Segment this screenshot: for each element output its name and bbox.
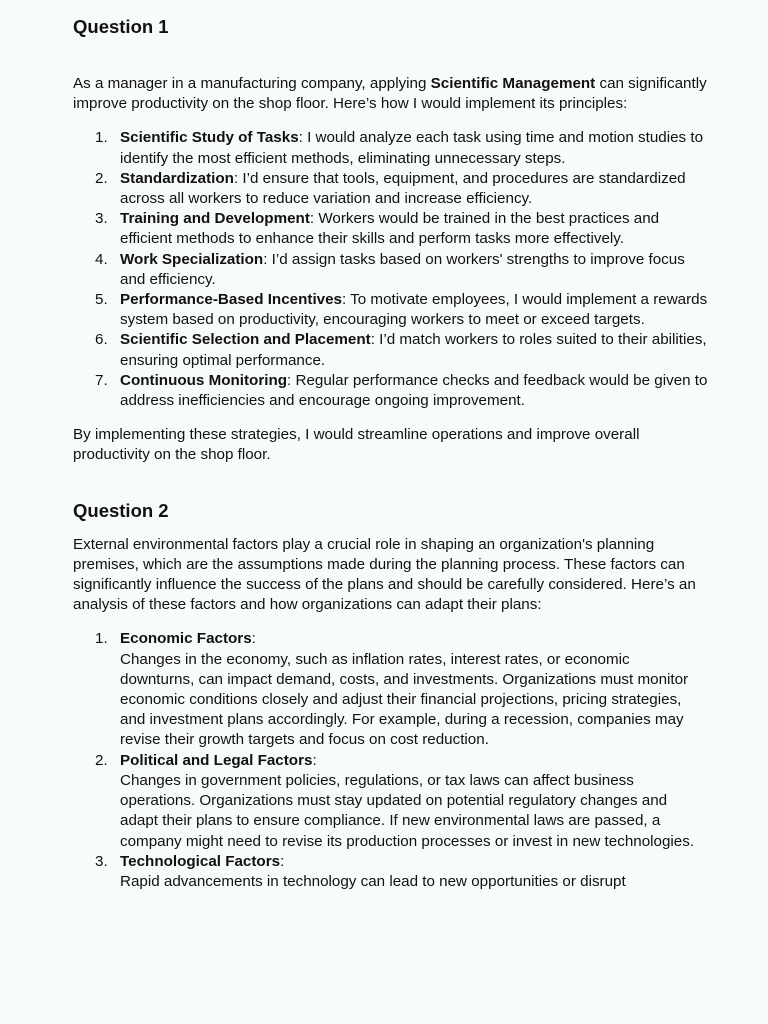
list-item-colon: : bbox=[251, 630, 256, 648]
list-number: 1. bbox=[95, 630, 108, 648]
list-number: 5. bbox=[95, 291, 108, 309]
list-item bbox=[73, 169, 708, 209]
list-item-title: Work Specialization bbox=[120, 250, 264, 268]
list-item-text: : I would analyze each task using time and motion studies to identify the most efficient methods, eliminating unnecessary steps. bbox=[120, 129, 704, 167]
question-1-conclusion: By implementing these strategies, I would streamline operations and improve overall productivity on the shop floor. bbox=[73, 426, 640, 464]
list-item-colon: : bbox=[312, 751, 317, 769]
list-item bbox=[73, 852, 708, 892]
question-1-intro bbox=[73, 74, 708, 114]
question-2-list bbox=[73, 629, 708, 892]
list-item bbox=[73, 290, 708, 330]
list-item-text: : Workers would be trained in the best practices and efficient methods to enhance their skills and perform tasks more effectively. bbox=[120, 210, 660, 248]
list-item-title: Performance-Based Incentives bbox=[120, 291, 342, 309]
list-item bbox=[73, 250, 708, 290]
list-item-text: : To motivate employees, I would implement a rewards system based on productivity, encouraging workers to meet or exceed targets. bbox=[120, 291, 708, 329]
list-item-title: Continuous Monitoring bbox=[120, 371, 288, 389]
list-item bbox=[73, 330, 708, 370]
list-item-title: Economic Factors bbox=[120, 630, 252, 648]
question-1-heading: Question 1 bbox=[73, 16, 169, 37]
list-item bbox=[73, 128, 708, 168]
intro-text-start: As a manager in a manufacturing company, applying bbox=[73, 75, 431, 92]
list-number: 6. bbox=[95, 331, 108, 349]
list-number: 3. bbox=[95, 210, 108, 228]
list-item bbox=[73, 371, 708, 411]
list-item-text: Changes in the economy, such as inflation rates, interest rates, or economic downturns, can impact demand, costs, and investments. Organizations must monitor economic conditions closely and adjust their financial projections, pricing strategies, and investment plans accordingly. For example, during a recession, companies may revise their growth targets and focus on cost reduction. bbox=[120, 650, 689, 749]
list-item-title: Scientific Selection and Placement bbox=[120, 331, 371, 349]
list-item-title: Scientific Study of Tasks bbox=[120, 129, 299, 147]
list-item-title: Standardization bbox=[120, 169, 234, 187]
list-item-title: Political and Legal Factors bbox=[120, 751, 313, 769]
list-number: 7. bbox=[95, 371, 108, 389]
list-item bbox=[73, 751, 708, 852]
list-number: 4. bbox=[95, 250, 108, 268]
list-item-title: Training and Development bbox=[120, 210, 310, 228]
list-item-colon: : bbox=[280, 852, 285, 870]
question-1-list bbox=[73, 128, 708, 411]
list-item bbox=[73, 209, 708, 249]
list-item bbox=[73, 629, 708, 750]
intro-bold-term: Scientific Management bbox=[430, 75, 596, 92]
intro-text-end: can significantly improve productivity on the shop floor. Here’s how I would implement its principles: bbox=[73, 75, 707, 113]
list-item-text: : Regular performance checks and feedback would be given to address inefficiencies and encourage ongoing improvement. bbox=[120, 371, 708, 410]
list-item-text: Rapid advancements in technology can lead to new opportunities or disrupt bbox=[120, 872, 626, 890]
list-item-text: : I’d ensure that tools, equipment, and procedures are standardized across all workers to reduce variation and increase efficiency. bbox=[120, 169, 686, 208]
list-number: 2. bbox=[95, 169, 108, 187]
list-item-text: Changes in government policies, regulations, or tax laws can affect business operations. Organizations must stay updated on potential regulatory changes and adapt their plans to ensure compliance. If new environmental laws are passed, a company might need to revise its production processes or invest in new technologies. bbox=[120, 771, 695, 850]
list-item-text: : I’d assign tasks based on workers' strengths to improve focus and efficiency. bbox=[120, 250, 685, 288]
list-number: 2. bbox=[95, 751, 108, 769]
question-2-heading: Question 2 bbox=[73, 499, 169, 521]
list-number: 3. bbox=[95, 852, 108, 870]
question-2-intro: External environmental factors play a crucial role in shaping an organization's planning premises, which are the assumptions made during the planning process. These factors can significantly influence the success of the plans and should be carefully considered. Here’s an analysis of these factors and how organizations can adapt their plans: bbox=[73, 535, 696, 614]
list-number: 1. bbox=[95, 129, 108, 147]
list-item-title: Technological Factors bbox=[120, 852, 281, 870]
list-item-text: : I’d match workers to roles suited to their abilities, ensuring optimal performance. bbox=[120, 331, 707, 369]
